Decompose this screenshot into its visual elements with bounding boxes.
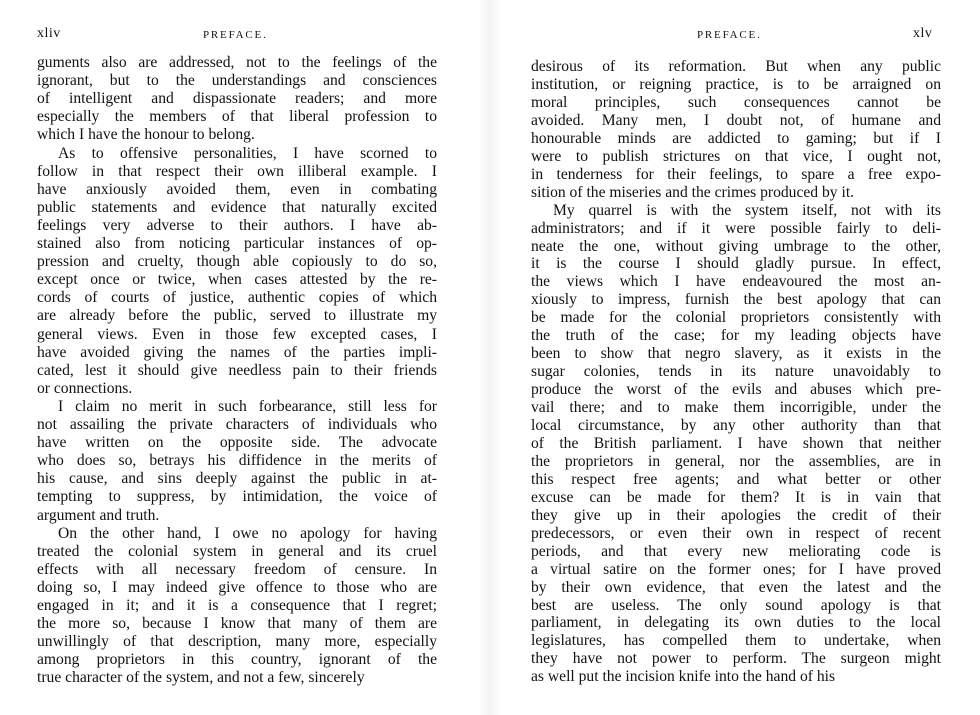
text-line: xiously to impress, furnish the best apology that can [531, 291, 941, 309]
text-line: As to offensive personalities, I have scorned to [58, 144, 437, 162]
text-line: have anxiously avoided them, even in combating [37, 180, 437, 198]
text-line: except once or twice, when cases attested by the re- [37, 271, 437, 289]
text-line: desirous of its reformation. But when any public [531, 58, 941, 75]
text-line: or connections. [37, 379, 133, 397]
text-line: general views. Even in those few excepted cases, I [37, 325, 437, 343]
text-line: as well put the incision knife into the hand of his [531, 668, 836, 686]
text-line: excuse can be made for them? It is in vain that [531, 488, 941, 506]
text-line: local circumstance, by any other authority than that [531, 417, 941, 434]
text-line: cated, lest it should give needless pain to their friends [37, 361, 437, 379]
text-line: be made for the colonial proprietors consistently with [531, 309, 941, 327]
text-line: the proprietors in general, nor the assemblies, are in [531, 452, 941, 470]
text-line: which I have the honour to belong. [37, 126, 255, 144]
text-line: have avoided giving the names of the parties impli- [37, 343, 437, 361]
text-line: vail there; and to make them incorrigible, under the [531, 399, 941, 417]
text-line: predecessors, or even their own in respect of recent [531, 524, 941, 542]
text-line: his cause, and sins deeply against the public in at- [37, 470, 437, 488]
text-line: the truth of the case; for my leading objects have [531, 327, 941, 345]
text-line: they have not power to perform. The surgeon might [531, 650, 941, 668]
text-line: legislatures, has compelled them to undertake, when [531, 632, 941, 650]
text-line: argument and truth. [37, 506, 160, 524]
text-line: doing so, I may indeed give offence to those who are [37, 578, 437, 596]
text-line: On the other hand, I owe no apology for having [58, 524, 437, 542]
right-running-head: PREFACE. [697, 29, 762, 41]
text-line: stained also from noticing particular instances of op- [37, 235, 437, 252]
right-page-header [495, 26, 980, 44]
text-line: I claim no merit in such forbearance, still less for [58, 397, 437, 415]
text-line: My quarrel is with the system itself, not with its [553, 201, 941, 219]
text-line: the views which I have endeavoured the most an- [531, 273, 941, 291]
text-line: produce the worst of the evils and abuses which pre- [531, 381, 941, 399]
text-line: who does so, betrays his diffidence in the merits of [37, 452, 437, 470]
text-line: have written on the opposite side. The advocate [37, 434, 437, 452]
text-line: among proprietors in this country, ignorant of the [37, 651, 437, 669]
text-line: this respect free agents; and what better or other [531, 470, 941, 488]
text-line: honourable minds are addicted to gaming; but if I [531, 129, 941, 147]
text-line: sugar colonies, tends in its nature unavoidably to [531, 363, 941, 381]
text-line: parliament, in delegating its own duties to the local [531, 614, 941, 632]
text-line: guments also are addressed, not to the feelings of the [37, 54, 437, 71]
text-line: in tenderness for their feelings, to spare a free expo- [531, 165, 941, 183]
text-line: public statements and evidence that naturally excited [37, 198, 437, 216]
text-line: unwillingly of that description, many more, especially [37, 633, 437, 651]
text-line: are already before the public, served to illustrate my [37, 307, 437, 325]
text-line: of intelligent and dispassionate readers; and more [37, 90, 437, 108]
text-line: administrators; and if it were possible fairly to deli- [531, 219, 941, 237]
text-line: not assailing the private characters of individuals who [37, 416, 437, 433]
text-line: treated the colonial system in general and its cruel [37, 542, 437, 560]
right-page [495, 0, 980, 715]
text-line: cords of courts of justice, authentic copies of which [37, 289, 437, 307]
text-line: ignorant, but to the understandings and consciences [37, 72, 437, 90]
text-line: they give up in their apologies the credit of their [531, 506, 941, 524]
text-line: sition of the miseries and the crimes produced by it. [531, 183, 855, 201]
text-line: the more so, because I know that many of them are [37, 615, 437, 633]
text-line: tempting to suppress, by intimidation, the voice of [37, 488, 437, 506]
left-page-number: xliv [37, 26, 61, 41]
text-line: follow in that respect their own illiberal example. I [37, 162, 437, 180]
text-line: feelings very adverse to their authors. I have ab- [37, 216, 437, 234]
text-line: true character of the system, and not a few, sincerely [37, 669, 365, 687]
text-line: best are useless. The only sound apology is that [531, 596, 941, 614]
text-line: avoided. Many men, I doubt not, of humane and [531, 111, 941, 129]
text-line: of the British parliament. I have shown that neither [531, 434, 941, 452]
text-line: periods, and that every new meliorating code is [531, 542, 941, 560]
left-running-head: PREFACE. [203, 29, 268, 41]
text-line: were to publish strictures on that vice, I ought not, [531, 147, 941, 165]
text-line: effects with all necessary freedom of censure. In [37, 560, 437, 578]
text-line: institution, or reigning practice, is to be arraigned on [531, 75, 941, 93]
text-line: been to show that negro slavery, as it exists in the [531, 345, 941, 363]
text-line: neate the one, without giving umbrage to the other, [531, 237, 941, 255]
left-page-header [0, 26, 485, 44]
text-line: a virtual satire on the former ones; for I have proved [531, 560, 941, 578]
text-line: by their own evidence, that even the latest and the [531, 578, 941, 596]
text-line: engaged in it; and it is a consequence that I regret; [37, 597, 437, 614]
text-line: pression and cruelty, though able copiously to do so, [37, 253, 437, 271]
text-line: moral principles, such consequences cannot be [531, 93, 941, 111]
text-line: it is the course I should gladly pursue. In effect, [531, 255, 941, 273]
text-line: especially the members of that liberal profession to [37, 108, 437, 126]
right-page-number: xlv [913, 26, 933, 41]
left-page [0, 0, 485, 715]
